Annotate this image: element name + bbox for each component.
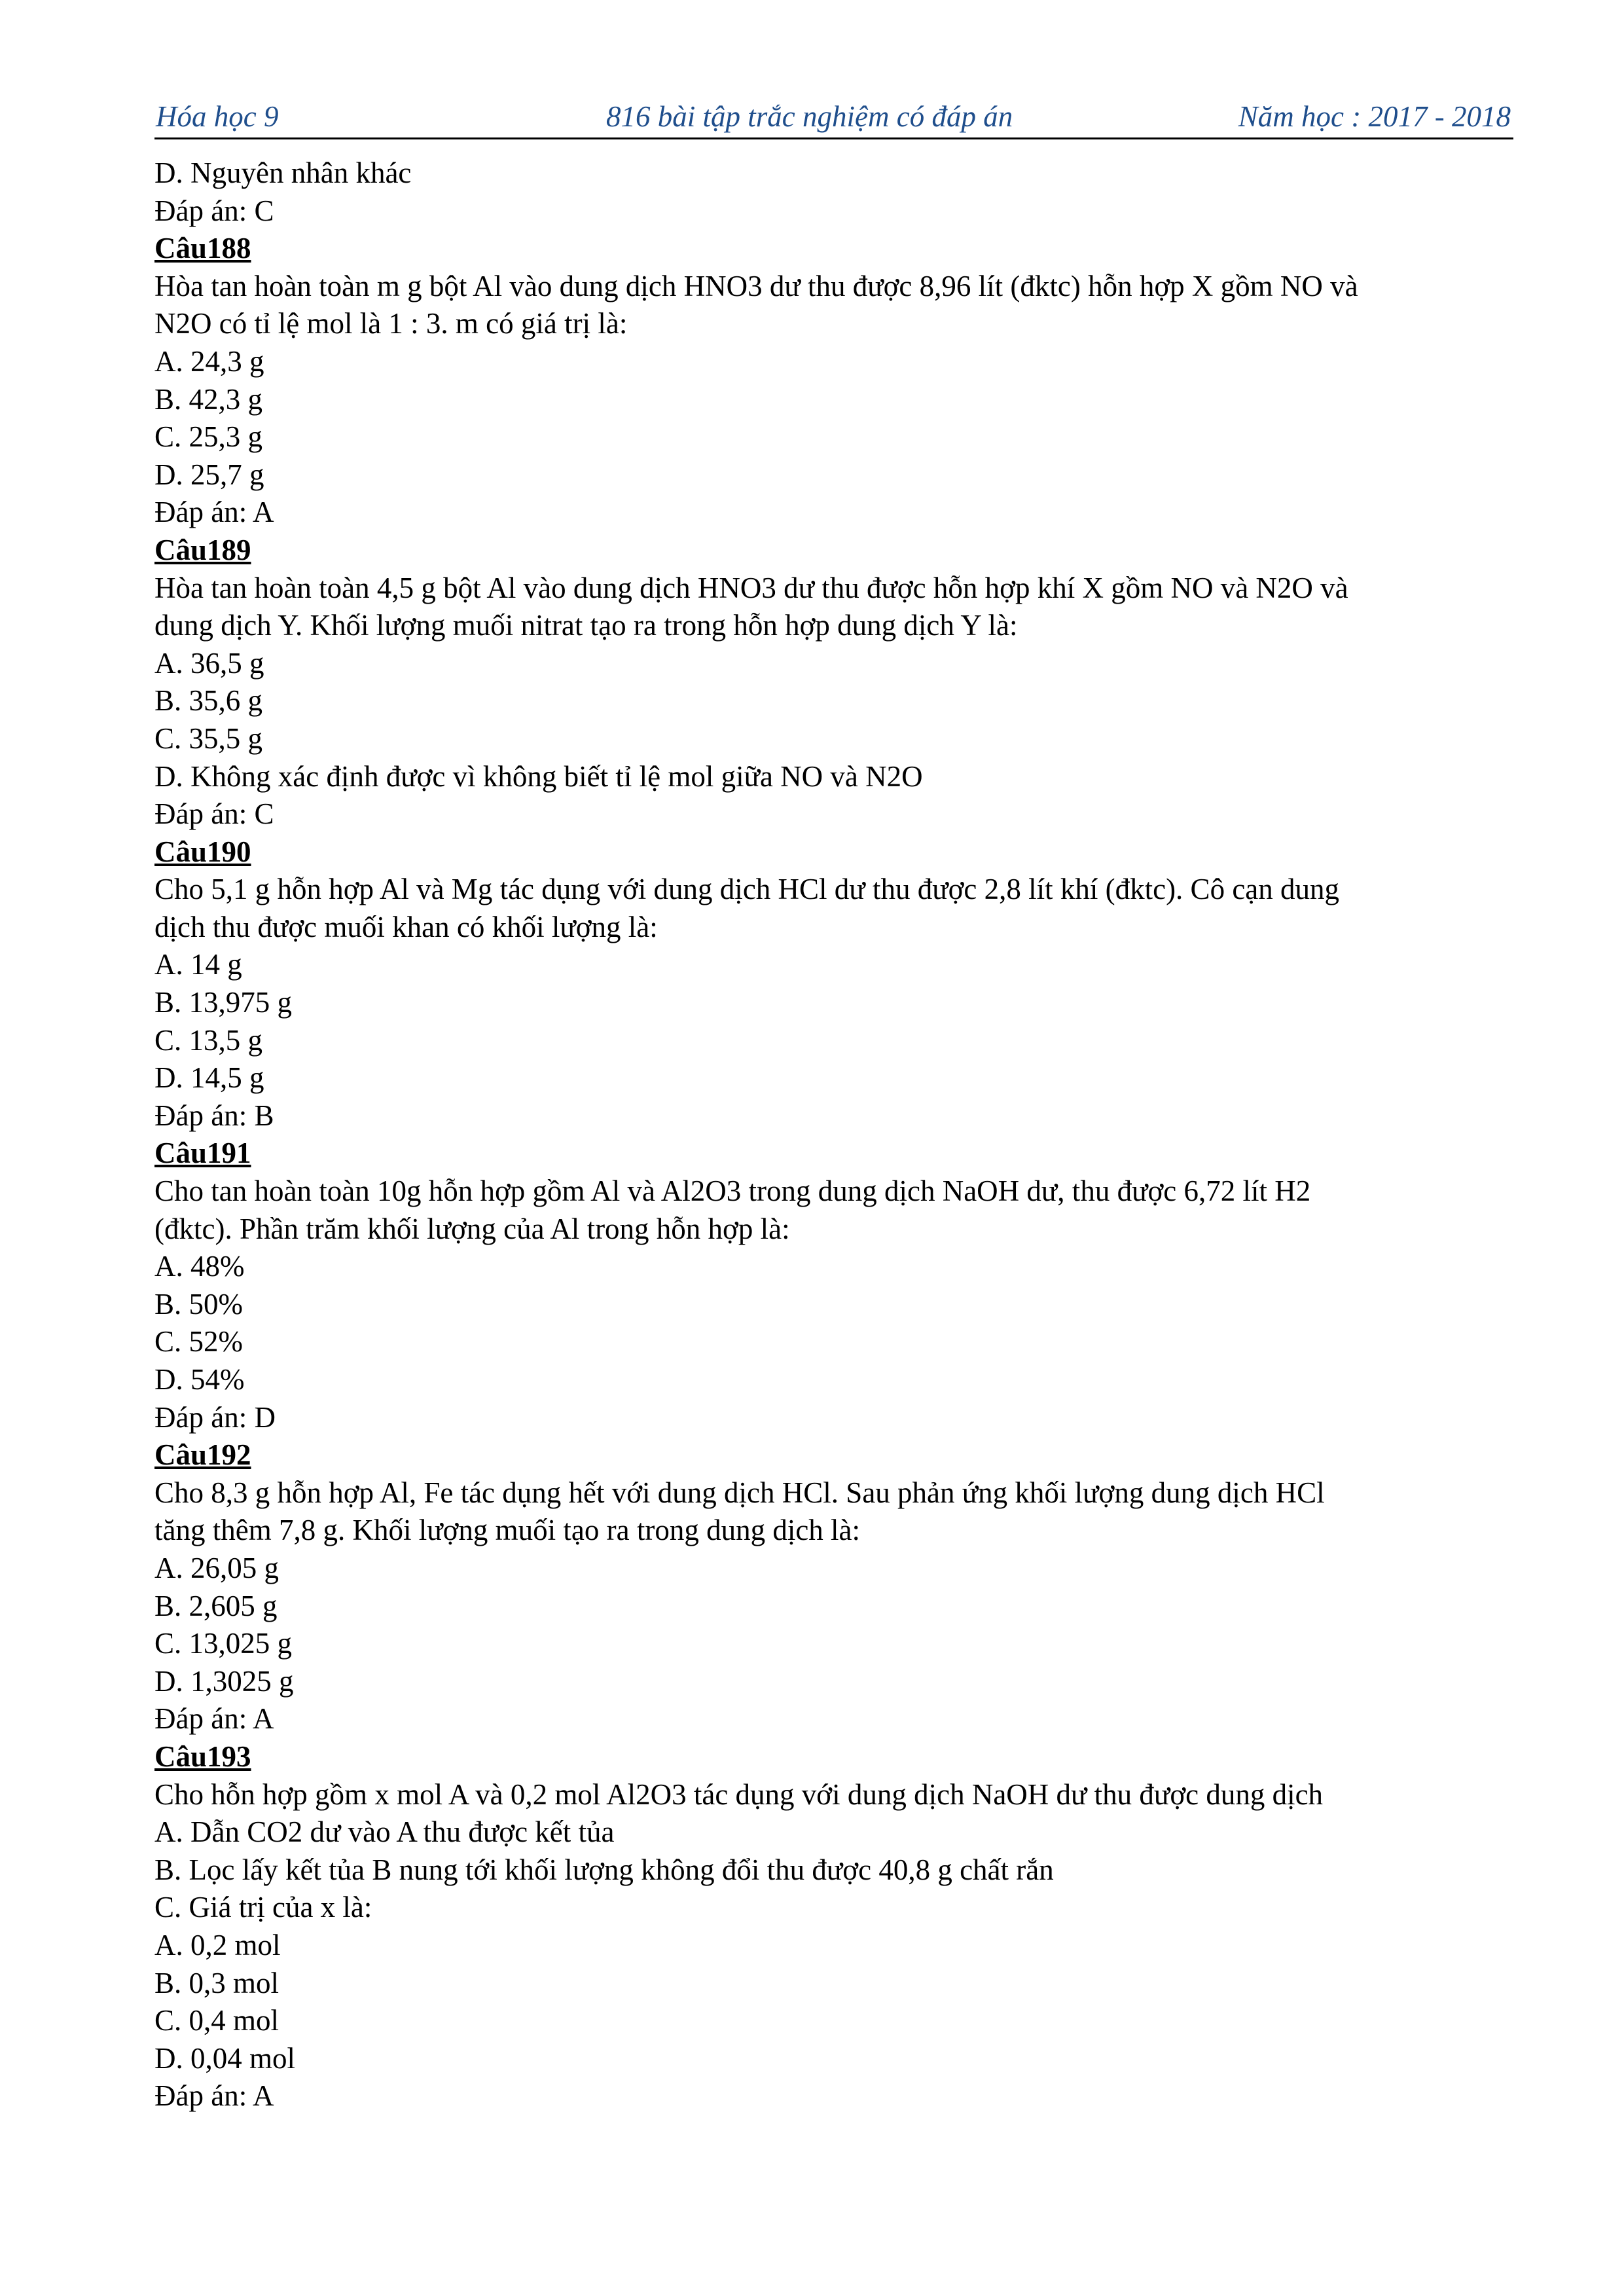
question-block <box>154 833 1513 1135</box>
question-title: Câu191 <box>154 1137 251 1170</box>
option-c: C. 52% <box>154 1325 243 1358</box>
option-b: B. 35,6 g <box>154 684 263 718</box>
question-text-line: Hòa tan hoàn toàn 4,5 g bột Al vào dung dịch HNO3 dư thu được hỗn hợp khí X gồm NO và N2O và <box>154 571 1348 604</box>
option-b: B. 2,605 g <box>154 1589 278 1622</box>
option-d: D. 14,5 g <box>154 1061 264 1095</box>
question-block <box>154 1738 1513 2115</box>
option-b: B. 0,3 mol <box>154 1966 280 1999</box>
option-d: D. 1,3025 g <box>154 1664 294 1698</box>
question-title: Câu192 <box>154 1438 251 1472</box>
option-c: C. 13,5 g <box>154 1023 263 1057</box>
question-text-line: tăng thêm 7,8 g. Khối lượng muối tạo ra trong dung dịch là: <box>154 1514 861 1547</box>
question-text-line: C. Giá trị của x là: <box>154 1891 372 1924</box>
question-text-line: N2O có tỉ lệ mol là 1 : 3. m có giá trị là: <box>154 307 628 340</box>
option-b: B. 13,975 g <box>154 986 293 1019</box>
answer-line: Đáp án: A <box>154 496 274 529</box>
option-a: A. 36,5 g <box>154 646 264 680</box>
option-b: B. 50% <box>154 1287 243 1321</box>
header-title: 816 bài tập trắc nghiệm có đáp án <box>606 100 1013 133</box>
option-a: A. 0,2 mol <box>154 1928 281 1961</box>
answer-line: Đáp án: A <box>154 2079 274 2113</box>
question-text-line: Hòa tan hoàn toàn m g bột Al vào dung dịch HNO3 dư thu được 8,96 lít (đktc) hỗn hợp X gồm NO và <box>154 269 1358 302</box>
prev-option-d: D. Nguyên nhân khác <box>154 156 412 189</box>
question-block <box>154 230 1513 532</box>
option-c: C. 25,3 g <box>154 420 263 454</box>
option-c: C. 35,5 g <box>154 721 263 755</box>
question-block <box>154 1436 1513 1738</box>
question-text-line: B. Lọc lấy kết tủa B nung tới khối lượng không đổi thu được 40,8 g chất rắn <box>154 1853 1054 1886</box>
header-subject: Hóa học 9 <box>156 100 279 133</box>
option-a: A. 26,05 g <box>154 1551 279 1584</box>
option-d: D. 25,7 g <box>154 458 264 491</box>
option-a: A. 24,3 g <box>154 344 264 378</box>
question-text-line: A. Dẫn CO2 dư vào A thu được kết tủa <box>154 1815 615 1849</box>
question-text-line: Cho 5,1 g hỗn hợp Al và Mg tác dụng với dung dịch HCl dư thu được 2,8 lít khí (đktc). Cô cạn dung <box>154 873 1340 906</box>
option-d: D. 54% <box>154 1363 245 1396</box>
option-b: B. 42,3 g <box>154 382 263 416</box>
question-title: Câu190 <box>154 835 251 868</box>
question-text-line: dung dịch Y. Khối lượng muối nitrat tạo ra trong hỗn hợp dung dịch Y là: <box>154 609 1018 642</box>
answer-line: Đáp án: B <box>154 1099 274 1132</box>
question-text-line: (đktc). Phần trăm khối lượng của Al trong hỗn hợp là: <box>154 1212 790 1245</box>
document-body <box>154 155 1513 2115</box>
question-block <box>154 532 1513 833</box>
question-block <box>154 1135 1513 1436</box>
header-school-year: Năm học : 2017 - 2018 <box>1238 100 1511 133</box>
option-d: D. 0,04 mol <box>154 2041 296 2075</box>
answer-line: Đáp án: C <box>154 797 274 831</box>
question-title: Câu189 <box>154 533 251 566</box>
option-c: C. 13,025 g <box>154 1627 293 1660</box>
answer-line: Đáp án: D <box>154 1400 276 1434</box>
question-text-line: Cho hỗn hợp gồm x mol A và 0,2 mol Al2O3 tác dụng với dung dịch NaOH dư thu được dung dịch <box>154 1777 1324 1811</box>
question-title: Câu188 <box>154 232 251 265</box>
question-text-line: Cho tan hoàn toàn 10g hỗn hợp gồm Al và Al2O3 trong dung dịch NaOH dư, thu được 6,72 lít H2 <box>154 1175 1311 1208</box>
option-a: A. 48% <box>154 1250 245 1283</box>
question-title: Câu193 <box>154 1740 251 1773</box>
question-text-line: Cho 8,3 g hỗn hợp Al, Fe tác dụng hết với dung dịch HCl. Sau phản ứng khối lượng dung dịch HCl <box>154 1476 1325 1509</box>
page-header <box>154 97 1513 139</box>
option-a: A. 14 g <box>154 948 242 981</box>
answer-line: Đáp án: A <box>154 1702 274 1736</box>
option-d: D. Không xác định được vì không biết tỉ lệ mol giữa NO và N2O <box>154 759 923 793</box>
option-c: C. 0,4 mol <box>154 2004 280 2037</box>
question-text-line: dịch thu được muối khan có khối lượng là: <box>154 910 658 943</box>
prev-answer: Đáp án: C <box>154 194 274 227</box>
